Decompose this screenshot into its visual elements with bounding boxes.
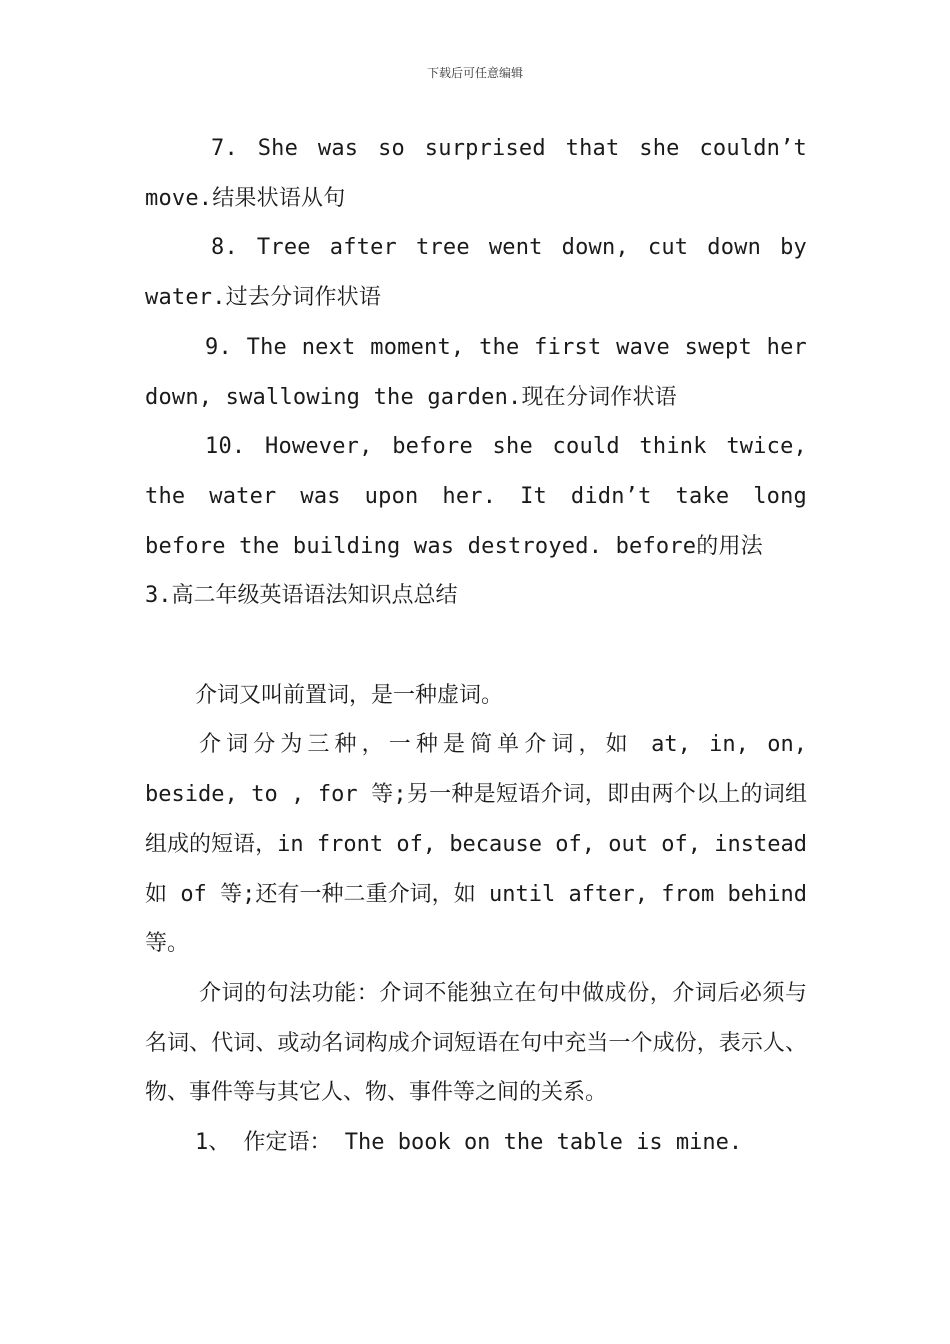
- paragraph-example-8: 8. Tree after tree went down, cut down by water.过去分词作状语: [145, 235, 807, 311]
- section-heading: 3.高二年级英语语法知识点总结: [145, 583, 458, 609]
- paragraph-intro: 介词又叫前置词，是一种虚词。: [195, 682, 504, 708]
- paragraph-example-10: 10. However, before she could think twice, the water was upon her. It didn’t take long before the building was destroyed. before的用法: [145, 434, 807, 559]
- paragraph-attributive: 1、 作定语： The book on the table is mine.: [195, 1130, 743, 1156]
- paragraph-example-7: 7. She was so surprised that she couldn’t move.结果状语从句: [145, 136, 807, 211]
- blank-line: [145, 621, 807, 671]
- document-body: [145, 124, 807, 1168]
- paragraph-types: 介词分为三种，一种是简单介词，如 at, in, on, beside, to , for 等;另一种是短语介词，即由两个以上的词组组成的短语，in front of, because of, out of, instead 如 of 等;还有一种二重介词，如 until after, from behind 等。: [145, 732, 807, 957]
- paragraph-example-9: 9. The next moment, the first wave swept her down, swallowing the garden.现在分词作状语: [145, 334, 807, 410]
- paragraph-function: 介词的句法功能：介词不能独立在句中做成份，介词后必须与名词、代词、或动名词构成介词短语在句中充当一个成份，表示人、物、事件等与其它人、物、事件等之间的关系。: [145, 980, 807, 1106]
- page-header: 下载后可任意编辑: [426, 66, 523, 80]
